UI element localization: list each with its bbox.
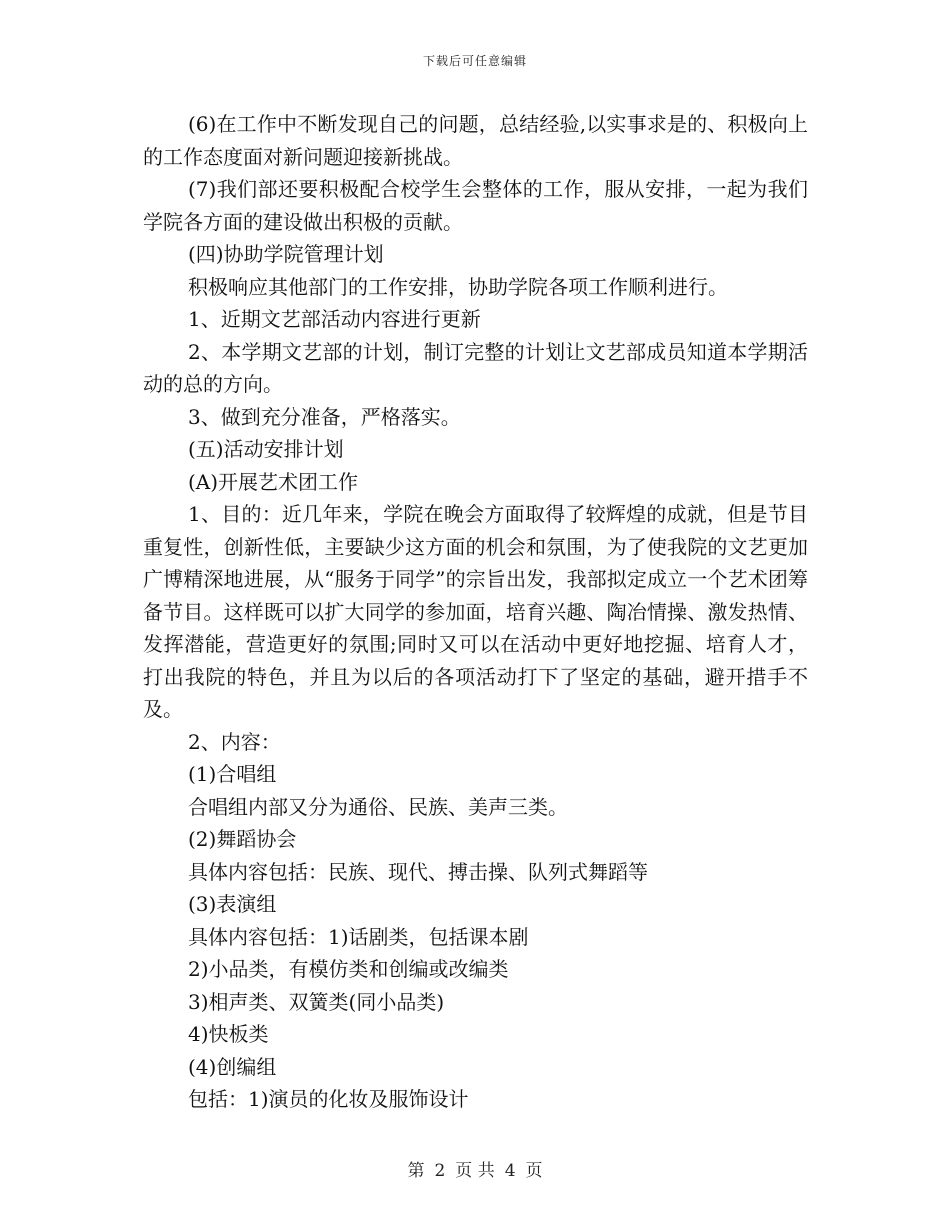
list-item: (3)表演组: [188, 892, 277, 916]
list-item: (1)合唱组: [188, 762, 277, 786]
subsection-heading: (A)开展艺术团工作: [188, 469, 359, 494]
page-number: 2: [434, 1161, 446, 1181]
paragraph: 具体内容包括：1)话剧类，包括课本剧: [188, 924, 529, 949]
list-item: 3、做到充分准备，严格落实。: [188, 404, 461, 429]
paragraph: 具体内容包括：民族、现代、搏击操、队列式舞蹈等: [188, 859, 648, 884]
list-item: (4)创编组: [188, 1054, 277, 1079]
page-header: 下载后可任意编辑: [422, 54, 527, 68]
section-heading: (五)活动安排计划: [188, 437, 344, 461]
list-item: 4)快板类: [188, 1022, 269, 1046]
paragraph: 包括：1)演员的化妆及服饰设计: [188, 1087, 469, 1111]
paragraph: 合唱组内部又分为通俗、民族、美声三类。: [188, 794, 568, 819]
total-pages: 4: [504, 1161, 516, 1181]
list-item: 2、本学期文艺部的计划，制订完整的计划让文艺部成员知道本学期活动的总的方向。: [143, 339, 808, 396]
section-heading: (四)协助学院管理计划: [188, 242, 384, 266]
document-body: [143, 108, 808, 1116]
list-item: 2、内容：: [188, 729, 281, 754]
paragraph: (7)我们部还要积极配合校学生会整体的工作，服从安排，一起为我们学院各方面的建设做出积极的贡献。: [143, 177, 808, 234]
list-item: 1、近期文艺部活动内容进行更新: [188, 307, 481, 331]
footer-prefix: 第: [407, 1161, 425, 1181]
page-footer: [0, 1156, 950, 1181]
list-item: 2)小品类，有模仿类和创编或改编类: [188, 957, 509, 981]
paragraph: 1、目的：近几年来，学院在晚会方面取得了较辉煌的成就，但是节目重复性，创新性低，主要缺少这方面的机会和氛围，为了使我院的文艺更加广博精深地进展，从“服务于同学”的宗旨出发，我部拟定成立一个艺术团筹备节目。这样既可以扩大同学的参加面，培育兴趣、陶冶情操、激发热情、发挥潜能，营造更好的氛围;同时又可以在活动中更好地挖掘、培育人才，打出我院的特色，并且为以后的各项活动打下了坚定的基础，避开措手不及。: [143, 502, 808, 721]
footer-middle: 页 共: [455, 1161, 495, 1181]
footer-suffix: 页: [525, 1161, 543, 1181]
list-item: (2)舞蹈协会: [188, 827, 297, 851]
list-item: 3)相声类、双簧类(同小品类): [188, 989, 445, 1014]
paragraph: 积极响应其他部门的工作安排，协助学院各项工作顺利进行。: [188, 274, 728, 299]
paragraph: (6)在工作中不断发现自己的问题，总结经验,以实事求是的、积极向上的工作态度面对新问题迎接新挑战。: [143, 112, 808, 169]
